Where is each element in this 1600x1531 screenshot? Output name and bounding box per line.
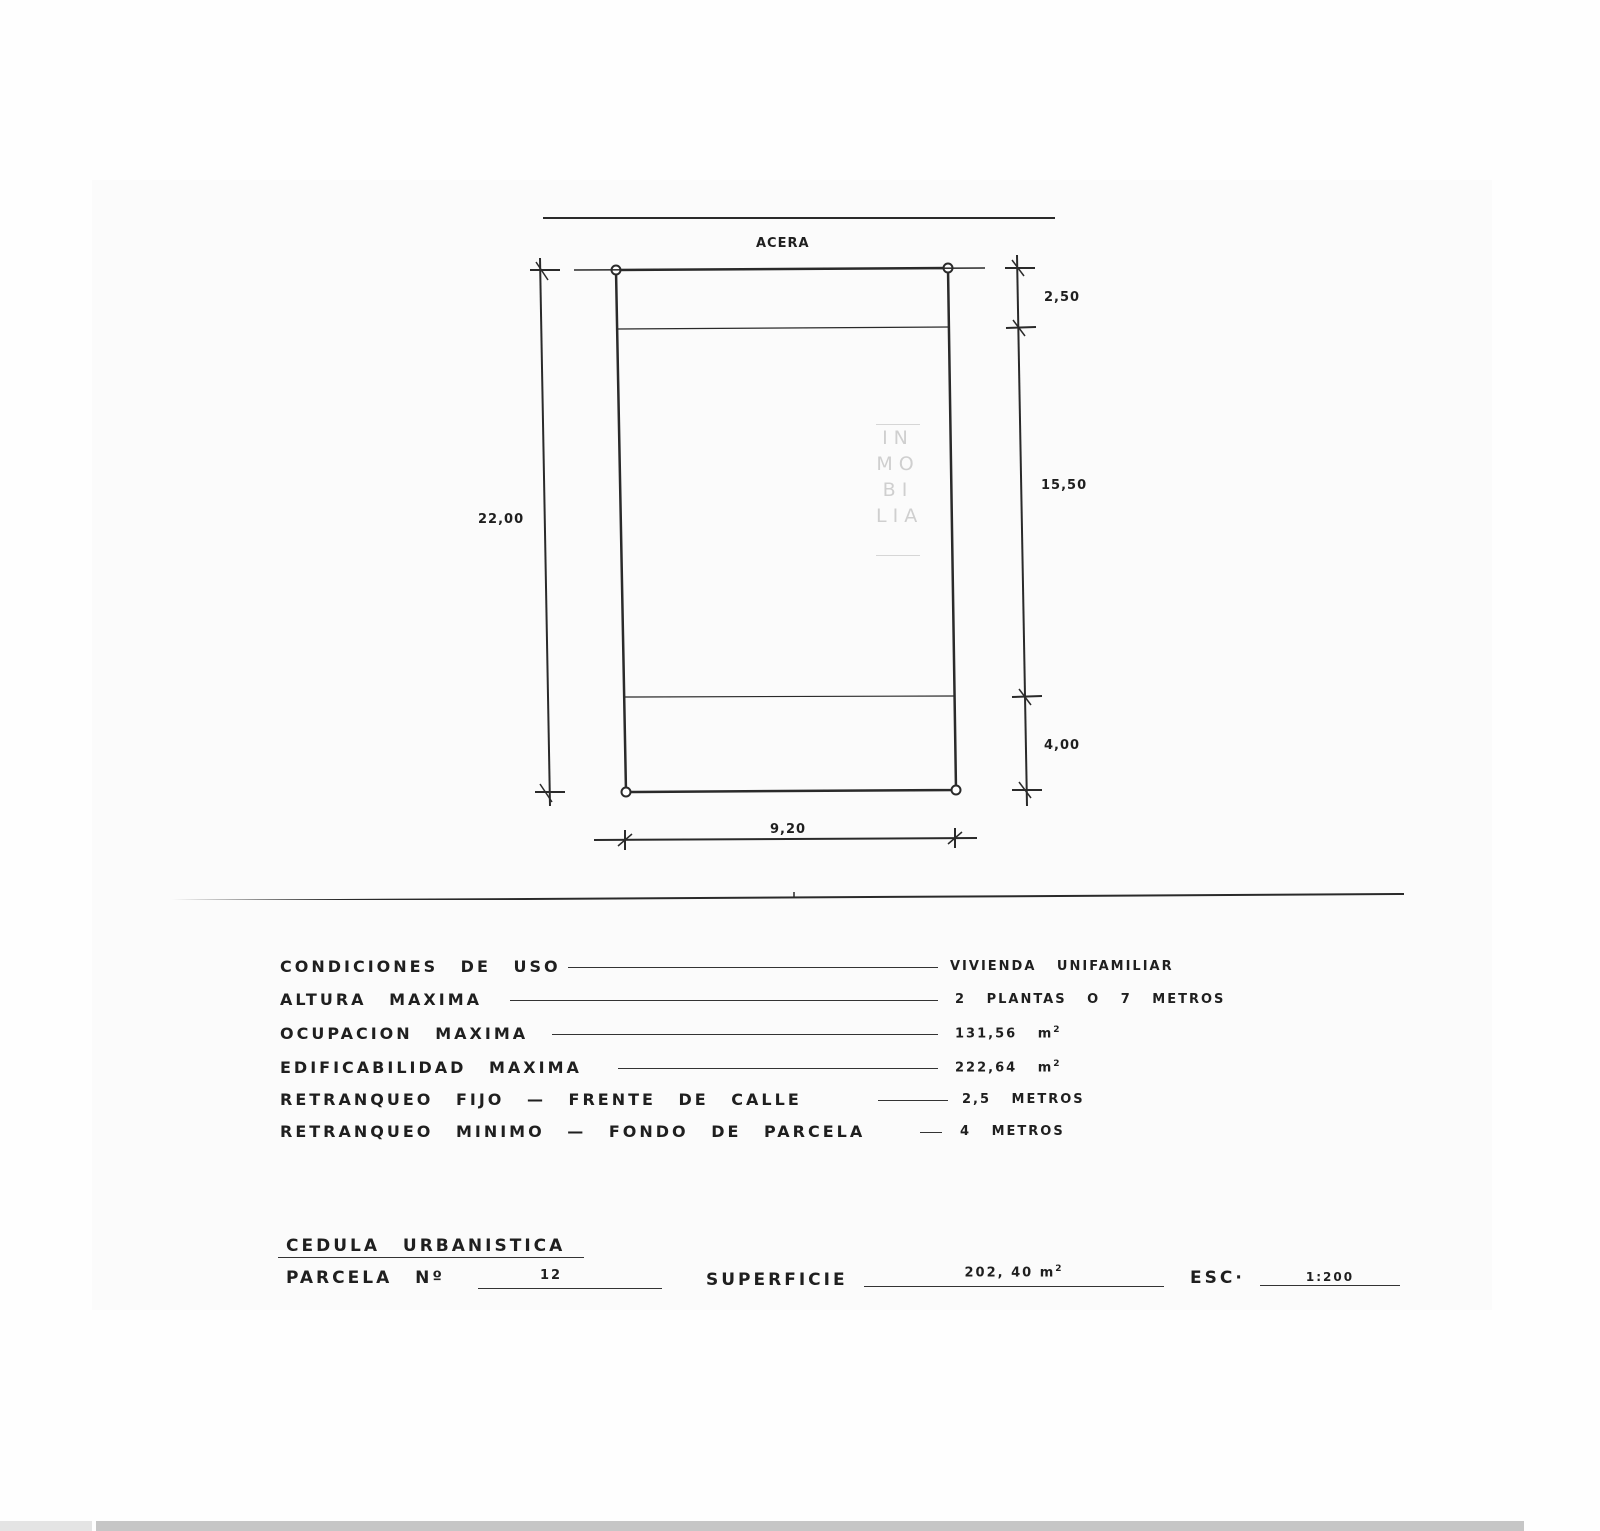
superficie-blank-line xyxy=(864,1286,1164,1287)
cedula-title-underline xyxy=(278,1257,584,1258)
condition-row-retranqueo-fondo: RETRANQUEO MINIMO — FONDO DE PARCELA 4 METROS xyxy=(280,1122,1065,1141)
escala-value: 1:200 xyxy=(1305,1270,1355,1284)
width-dimension-label: 9,20 xyxy=(770,822,807,837)
condition-row-retranqueo-frente: RETRANQUEO FIJO — FRENTE DE CALLE 2,5 METROS xyxy=(280,1090,1085,1109)
section-divider xyxy=(172,894,1404,900)
superficie-value: 202, 40 $m^2$ xyxy=(964,1264,1064,1281)
condition-row-edificabilidad: EDIFICABILIDAD MAXIMA 222,64 $m^2$ xyxy=(280,1058,1062,1077)
buildable-dimension-label: 15,50 xyxy=(1041,478,1088,493)
rear-setback-line xyxy=(624,696,955,697)
front-setback-line xyxy=(618,327,950,329)
front-setback-dimension-label: 2,50 xyxy=(1044,290,1081,305)
condition-row-altura: ALTURA MAXIMA 2 PLANTAS O 7 METROS xyxy=(280,990,1226,1009)
parcela-value: 12 xyxy=(539,1268,563,1283)
condition-row-ocupacion: OCUPACION MAXIMA 131,56 $m^2$ xyxy=(280,1024,1062,1043)
corner-marker xyxy=(622,788,631,797)
horizontal-scrollbar-thumb[interactable] xyxy=(96,1521,1524,1531)
right-dimension-line xyxy=(1017,255,1027,806)
condition-row-uso: CONDICIONES DE USO VIVIENDA UNIFAMILIAR xyxy=(280,957,1174,976)
escala-label: ESC· xyxy=(1190,1268,1245,1288)
width-dimension-line xyxy=(594,838,977,840)
rear-setback-dimension-label: 4,00 xyxy=(1044,738,1081,753)
corner-marker xyxy=(952,786,961,795)
watermark-logo: IN MO BI LIA xyxy=(876,424,920,556)
escala-blank-line xyxy=(1260,1285,1400,1286)
superficie-label: SUPERFICIE xyxy=(706,1270,848,1290)
parcela-blank-line xyxy=(478,1288,662,1289)
sidewalk-label: ACERA xyxy=(756,236,810,251)
scrollbar-track[interactable] xyxy=(0,1521,92,1531)
parcela-label: PARCELA Nº xyxy=(286,1268,445,1288)
depth-dimension-label: 22,00 xyxy=(478,512,525,527)
depth-dimension-line xyxy=(540,258,550,806)
cedula-title: CEDULA URBANISTICA xyxy=(286,1236,566,1256)
